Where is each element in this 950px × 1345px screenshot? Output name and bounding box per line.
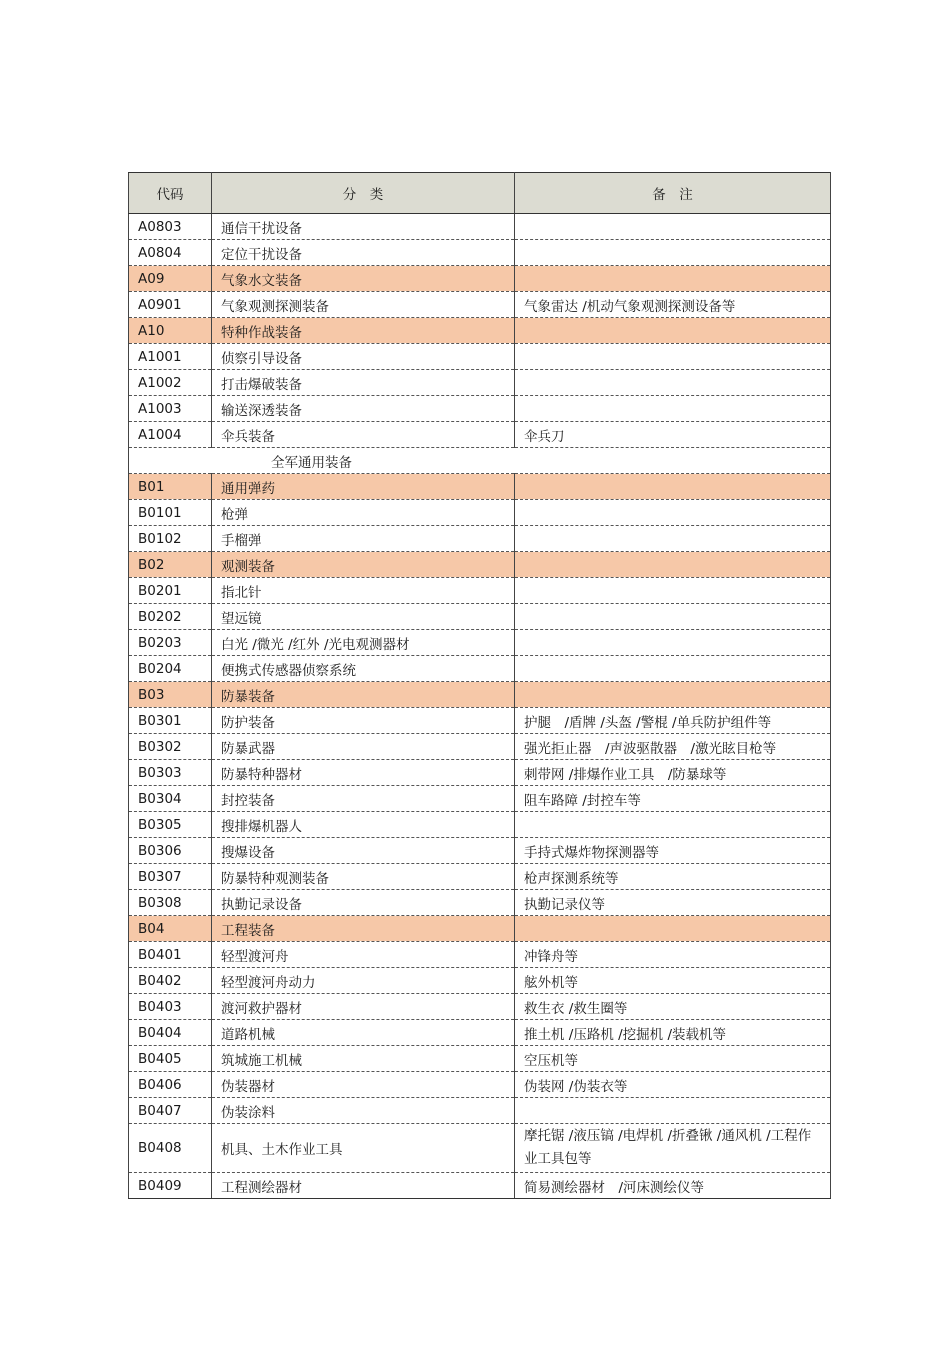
cell-note — [515, 240, 831, 266]
table-row — [129, 1098, 831, 1124]
group-row — [129, 682, 831, 708]
cell-code: B0303 — [129, 760, 212, 786]
cell-category: 气象观测探测装备 — [212, 292, 515, 318]
table-row — [129, 786, 831, 812]
group-row — [129, 474, 831, 500]
cell-category: 伞兵装备 — [212, 422, 515, 448]
table-row — [129, 526, 831, 552]
table-row — [129, 864, 831, 890]
cell-note: 枪声探测系统等 — [515, 864, 831, 890]
table-row — [129, 1020, 831, 1046]
cell-code: A10 — [129, 318, 212, 344]
column-header-category: 分 类 — [212, 173, 515, 214]
group-row — [129, 318, 831, 344]
cell-code: B0306 — [129, 838, 212, 864]
cell-category: 工程测绘器材 — [212, 1173, 515, 1199]
table-row — [129, 422, 831, 448]
table-row — [129, 240, 831, 266]
cell-code: B0202 — [129, 604, 212, 630]
cell-note: 护腿 /盾牌 /头盔 /警棍 /单兵防护组件等 — [515, 708, 831, 734]
table-row — [129, 214, 831, 240]
cell-note: 舷外机等 — [515, 968, 831, 994]
cell-note: 执勤记录仪等 — [515, 890, 831, 916]
cell-note — [515, 344, 831, 370]
table-row — [129, 708, 831, 734]
section-row — [129, 448, 831, 474]
cell-code: B04 — [129, 916, 212, 942]
cell-code: B0307 — [129, 864, 212, 890]
cell-code: B02 — [129, 552, 212, 578]
table-row — [129, 604, 831, 630]
group-row — [129, 266, 831, 292]
table-header — [129, 173, 831, 214]
cell-category: 伪装器材 — [212, 1072, 515, 1098]
cell-note — [515, 214, 831, 240]
cell-category: 侦察引导设备 — [212, 344, 515, 370]
table-row — [129, 994, 831, 1020]
cell-note — [515, 630, 831, 656]
cell-note — [515, 500, 831, 526]
cell-code: B0406 — [129, 1072, 212, 1098]
cell-category: 筑城施工机械 — [212, 1046, 515, 1072]
table-row — [129, 292, 831, 318]
cell-code: B0203 — [129, 630, 212, 656]
column-header-note: 备 注 — [515, 173, 831, 214]
cell-note: 伪装网 /伪装衣等 — [515, 1072, 831, 1098]
cell-code: A0804 — [129, 240, 212, 266]
cell-category: 白光 /微光 /红外 /光电观测器材 — [212, 630, 515, 656]
cell-code: A0803 — [129, 214, 212, 240]
cell-category: 搜排爆机器人 — [212, 812, 515, 838]
group-row — [129, 916, 831, 942]
cell-category: 防暴装备 — [212, 682, 515, 708]
cell-category: 道路机械 — [212, 1020, 515, 1046]
table-row — [129, 500, 831, 526]
cell-note — [515, 396, 831, 422]
cell-category: 枪弹 — [212, 500, 515, 526]
cell-code: B0302 — [129, 734, 212, 760]
table-row — [129, 838, 831, 864]
cell-category: 伪装涂料 — [212, 1098, 515, 1124]
table-row — [129, 656, 831, 682]
cell-note: 阻车路障 /封控车等 — [515, 786, 831, 812]
cell-code: A1001 — [129, 344, 212, 370]
table-row — [129, 942, 831, 968]
cell-code: B0402 — [129, 968, 212, 994]
column-header-code: 代码 — [129, 173, 212, 214]
cell-note — [515, 682, 831, 708]
cell-code: B0403 — [129, 994, 212, 1020]
table-row — [129, 890, 831, 916]
cell-category: 搜爆设备 — [212, 838, 515, 864]
cell-category: 手榴弹 — [212, 526, 515, 552]
cell-code: B0308 — [129, 890, 212, 916]
equipment-catalog-table — [128, 172, 831, 1199]
cell-note — [515, 526, 831, 552]
cell-code: B0409 — [129, 1173, 212, 1199]
cell-note — [515, 552, 831, 578]
table-row — [129, 396, 831, 422]
cell-category: 防暴武器 — [212, 734, 515, 760]
table-body — [129, 214, 831, 1199]
cell-category: 便携式传感器侦察系统 — [212, 656, 515, 682]
cell-code: B0408 — [129, 1124, 212, 1173]
cell-note — [515, 604, 831, 630]
cell-category: 执勤记录设备 — [212, 890, 515, 916]
table-row — [129, 1173, 831, 1199]
cell-note: 气象雷达 /机动气象观测探测设备等 — [515, 292, 831, 318]
cell-note: 冲锋舟等 — [515, 942, 831, 968]
table-row — [129, 734, 831, 760]
cell-code: B0401 — [129, 942, 212, 968]
table-row — [129, 1046, 831, 1072]
table-row — [129, 1072, 831, 1098]
cell-note — [515, 370, 831, 396]
cell-category: 机具、土木作业工具 — [212, 1124, 515, 1173]
cell-code: B0101 — [129, 500, 212, 526]
cell-code: A1003 — [129, 396, 212, 422]
cell-code: A1002 — [129, 370, 212, 396]
cell-category: 工程装备 — [212, 916, 515, 942]
cell-note — [515, 266, 831, 292]
cell-note — [515, 318, 831, 344]
cell-category: 定位干扰设备 — [212, 240, 515, 266]
cell-category: 轻型渡河舟动力 — [212, 968, 515, 994]
cell-code: B0201 — [129, 578, 212, 604]
cell-note: 强光拒止器 /声波驱散器 /激光眩目枪等 — [515, 734, 831, 760]
table-row — [129, 630, 831, 656]
cell-category: 打击爆破装备 — [212, 370, 515, 396]
cell-category: 指北针 — [212, 578, 515, 604]
table-row — [129, 760, 831, 786]
cell-note — [515, 474, 831, 500]
cell-code: B0204 — [129, 656, 212, 682]
header-row — [129, 173, 831, 214]
table-row — [129, 344, 831, 370]
cell-note: 推土机 /压路机 /挖掘机 /装载机等 — [515, 1020, 831, 1046]
cell-code: B03 — [129, 682, 212, 708]
cell-category: 防暴特种观测装备 — [212, 864, 515, 890]
cell-code: B0407 — [129, 1098, 212, 1124]
cell-note: 刺带网 /排爆作业工具 /防暴球等 — [515, 760, 831, 786]
cell-category: 渡河救护器材 — [212, 994, 515, 1020]
cell-note — [515, 1098, 831, 1124]
cell-code: B0301 — [129, 708, 212, 734]
section-title: 全军通用装备 — [129, 448, 831, 474]
cell-code: B0405 — [129, 1046, 212, 1072]
cell-code: A0901 — [129, 292, 212, 318]
cell-category: 观测装备 — [212, 552, 515, 578]
cell-code: B01 — [129, 474, 212, 500]
cell-category: 轻型渡河舟 — [212, 942, 515, 968]
cell-note: 手持式爆炸物探测器等 — [515, 838, 831, 864]
table-row — [129, 578, 831, 604]
group-row — [129, 552, 831, 578]
cell-code: A1004 — [129, 422, 212, 448]
cell-note: 空压机等 — [515, 1046, 831, 1072]
cell-code: B0304 — [129, 786, 212, 812]
cell-note: 简易测绘器材 /河床测绘仪等 — [515, 1173, 831, 1199]
cell-note: 伞兵刀 — [515, 422, 831, 448]
table-row — [129, 812, 831, 838]
table-row — [129, 370, 831, 396]
cell-code: B0404 — [129, 1020, 212, 1046]
cell-category: 气象水文装备 — [212, 266, 515, 292]
cell-category: 输送深透装备 — [212, 396, 515, 422]
cell-category: 通信干扰设备 — [212, 214, 515, 240]
cell-category: 通用弹药 — [212, 474, 515, 500]
cell-note: 救生衣 /救生圈等 — [515, 994, 831, 1020]
cell-code: B0305 — [129, 812, 212, 838]
cell-category: 防暴特种器材 — [212, 760, 515, 786]
cell-note — [515, 656, 831, 682]
cell-category: 望远镜 — [212, 604, 515, 630]
cell-note — [515, 812, 831, 838]
table-row — [129, 1124, 831, 1173]
cell-note — [515, 578, 831, 604]
cell-category: 特种作战装备 — [212, 318, 515, 344]
cell-code: B0102 — [129, 526, 212, 552]
cell-note: 摩托锯 /液压镐 /电焊机 /折叠锹 /通风机 /工程作业工具包等 — [515, 1124, 831, 1173]
cell-code: A09 — [129, 266, 212, 292]
cell-category: 防护装备 — [212, 708, 515, 734]
cell-category: 封控装备 — [212, 786, 515, 812]
table-row — [129, 968, 831, 994]
cell-note — [515, 916, 831, 942]
